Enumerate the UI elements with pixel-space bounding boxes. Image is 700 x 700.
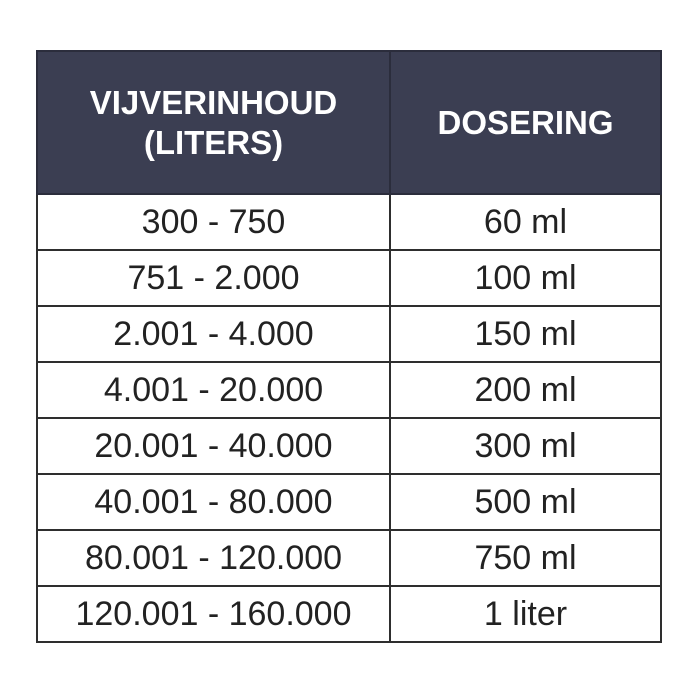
volume-cell: 751 - 2.000 — [37, 250, 390, 306]
dosage-table — [36, 50, 662, 643]
table-row — [37, 362, 661, 418]
dose-cell: 1 liter — [390, 586, 661, 642]
table-row — [37, 250, 661, 306]
dose-cell: 200 ml — [390, 362, 661, 418]
header-pond-volume-line1: VIJVERINHOUD — [89, 83, 338, 121]
volume-cell: 300 - 750 — [37, 194, 390, 250]
table-row — [37, 418, 661, 474]
header-dosage: DOSERING — [390, 51, 661, 194]
header-pond-volume — [37, 51, 390, 194]
volume-cell: 80.001 - 120.000 — [37, 530, 390, 586]
dose-cell: 750 ml — [390, 530, 661, 586]
table-row — [37, 474, 661, 530]
table-row — [37, 586, 661, 642]
volume-cell: 4.001 - 20.000 — [37, 362, 390, 418]
dose-cell: 100 ml — [390, 250, 661, 306]
table-row — [37, 306, 661, 362]
dose-cell: 300 ml — [390, 418, 661, 474]
table-row — [37, 194, 661, 250]
volume-cell: 40.001 - 80.000 — [37, 474, 390, 530]
dose-cell: 150 ml — [390, 306, 661, 362]
header-row — [37, 51, 661, 194]
volume-cell: 2.001 - 4.000 — [37, 306, 390, 362]
volume-cell: 120.001 - 160.000 — [37, 586, 390, 642]
header-pond-volume-line2: (LITERS) — [143, 123, 284, 161]
volume-cell: 20.001 - 40.000 — [37, 418, 390, 474]
table-row — [37, 530, 661, 586]
dose-cell: 500 ml — [390, 474, 661, 530]
dose-cell: 60 ml — [390, 194, 661, 250]
